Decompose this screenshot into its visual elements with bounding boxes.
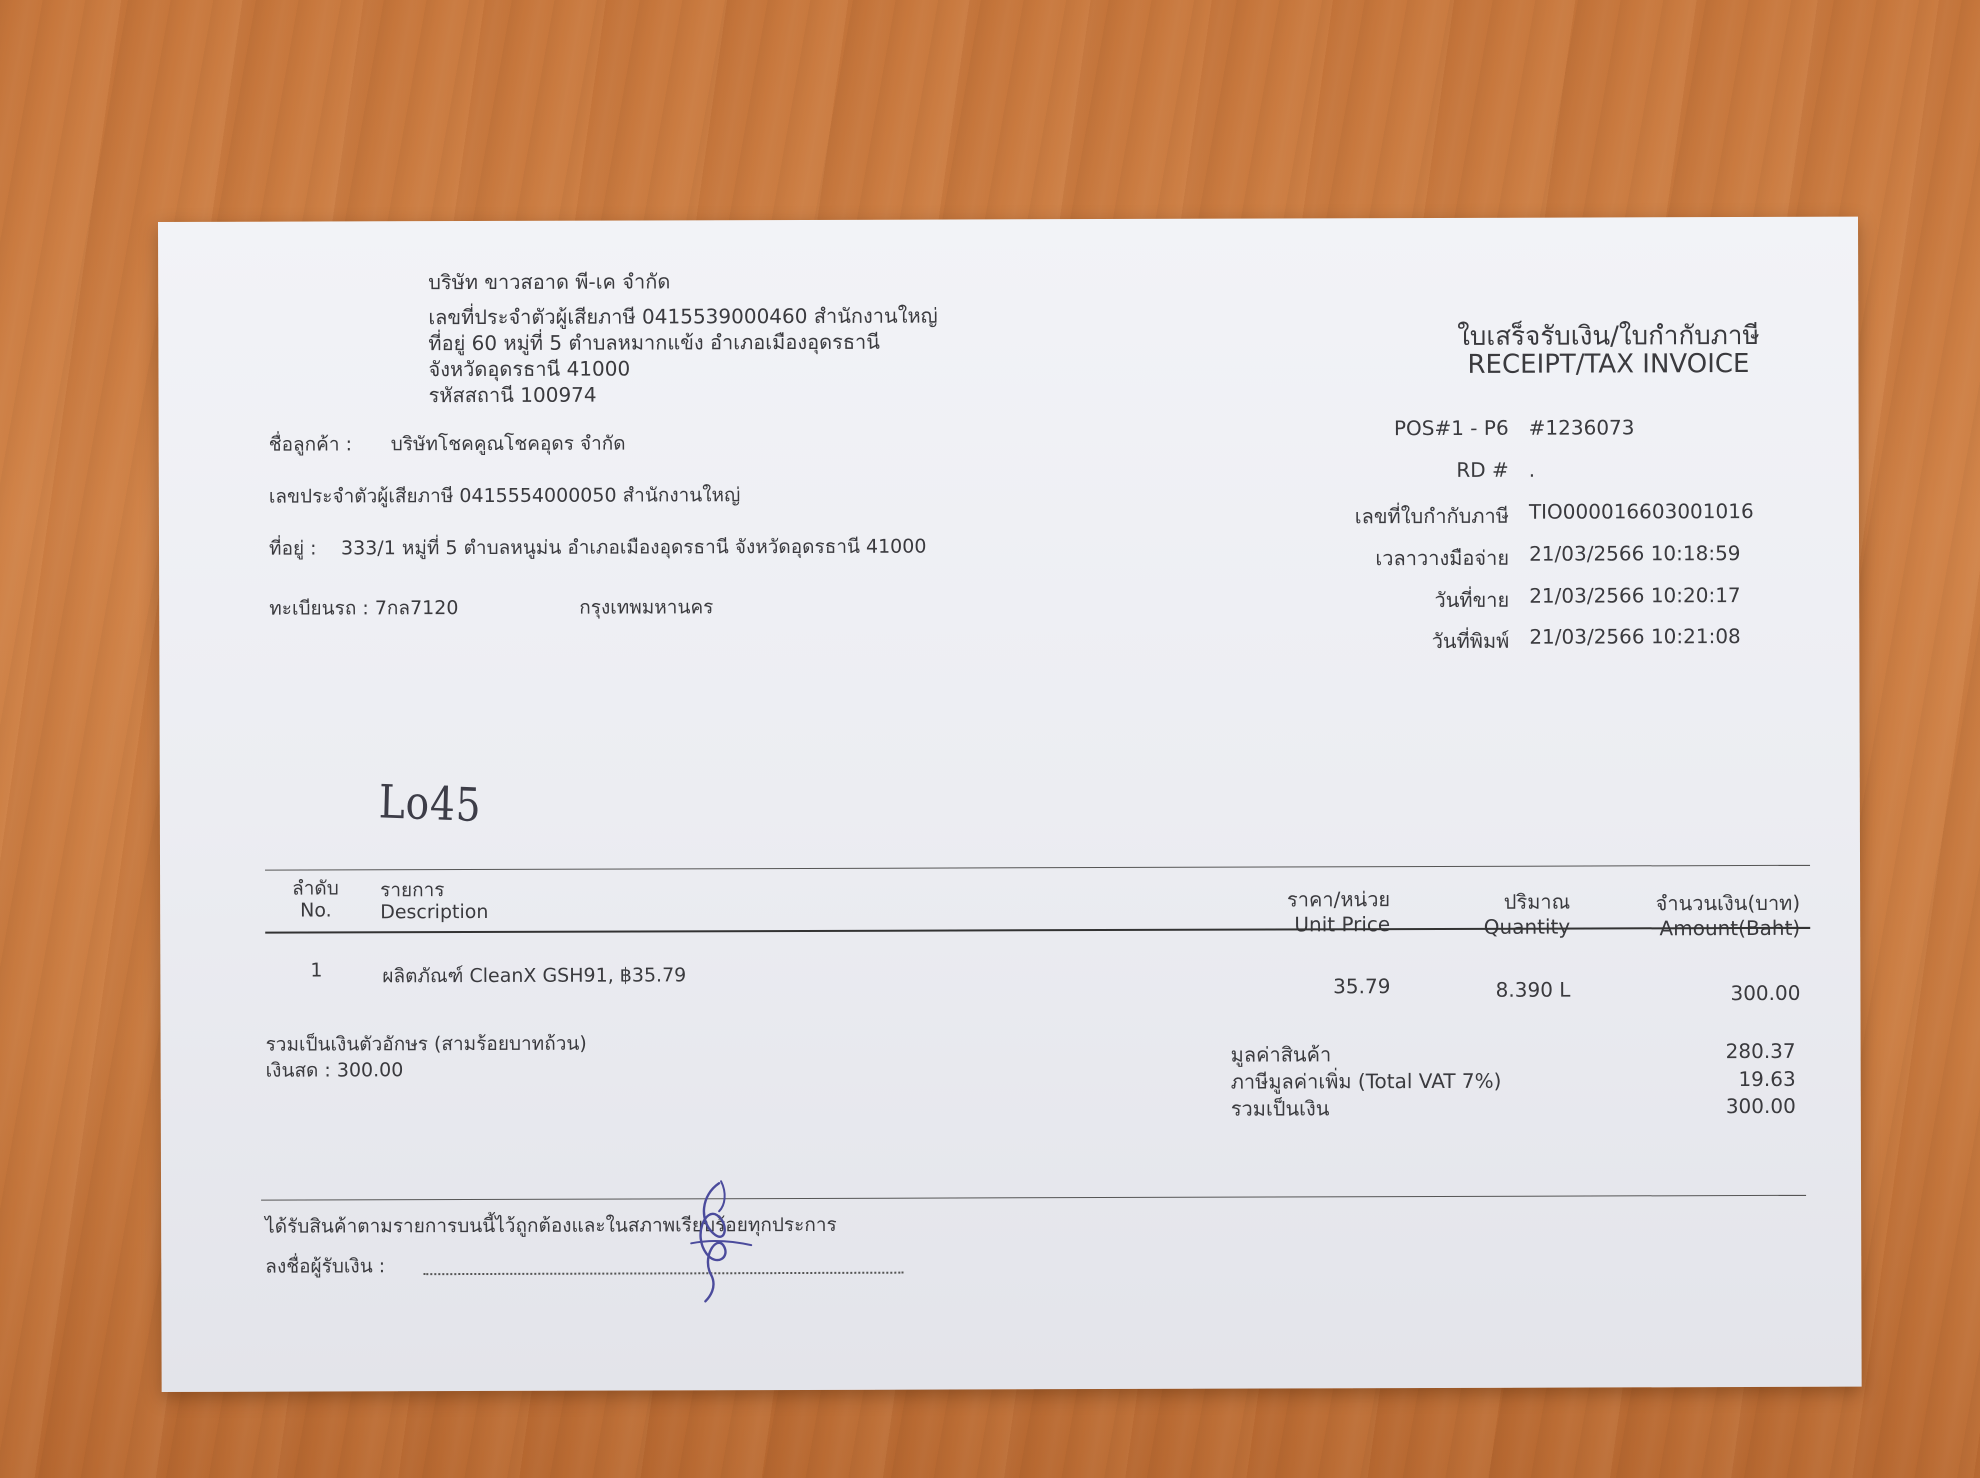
header-no-th: ลำดับ	[292, 877, 339, 900]
header-amount-th: จำนวนเงิน(บาท)	[1655, 890, 1801, 916]
customer-name-label: ชื่อลูกค้า :	[268, 433, 353, 456]
header-no-en: No.	[300, 899, 332, 922]
amount-in-words: รวมเป็นเงินตัวอักษร (สามร้อยบาทถ้วน)	[265, 1032, 587, 1056]
meta-label: เลขที่ใบกำกับภาษี	[1354, 503, 1509, 529]
meta-value: TIO000016603001016	[1528, 498, 1754, 524]
meta-label: เวลาวางมือจ่าย	[1375, 545, 1510, 571]
handwritten-note: Lo45	[378, 774, 483, 833]
header-desc-en: Description	[380, 900, 489, 924]
meta-label: RD #	[1456, 457, 1509, 482]
meta-value: 21/03/2566 10:20:17	[1529, 583, 1741, 608]
signature-scribble	[671, 1175, 761, 1305]
total-value: 19.63	[1738, 1066, 1796, 1092]
meta-value: #1236073	[1528, 415, 1635, 440]
row-unit-price: 35.79	[1333, 974, 1391, 999]
receipt-paper	[158, 217, 1862, 1392]
cash-paid: เงินสด : 300.00	[265, 1059, 404, 1082]
seller-address-line1: ที่อยู่ 60 หมู่ที่ 5 ตำบลหมากแข้ง อำเภอเมืองอุดรธานี	[428, 329, 880, 356]
vehicle-province: กรุงเทพมหานคร	[579, 596, 714, 619]
signature-label: ลงชื่อผู้รับเงิน :	[265, 1255, 386, 1278]
meta-value: 21/03/2566 10:18:59	[1529, 541, 1741, 566]
table-top-rule	[265, 865, 1810, 871]
customer-name-value: บริษัทโชคคูณโชคอุดร จำกัด	[390, 432, 626, 456]
customer-address-value: 333/1 หมู่ที่ 5 ตำบลหนูม่น อำเภอเมืองอุดรธานี จังหวัดอุดรธานี 41000	[340, 535, 927, 560]
total-label: มูลค่าสินค้า	[1230, 1042, 1332, 1067]
header-amount-en: Amount(Baht)	[1659, 915, 1801, 941]
total-value: 280.37	[1725, 1038, 1796, 1064]
header-qty-th: ปริมาณ	[1503, 889, 1571, 914]
doc-title-thai: ใบเสร็จรับเงิน/ใบกำกับภาษี	[1457, 320, 1760, 352]
header-price-en: Unit Price	[1294, 912, 1391, 937]
row-amount: 300.00	[1730, 980, 1801, 1006]
receipt-statement: ได้รับสินค้าตามรายการบนนี้ไว้ถูกต้องและในสภาพเรียบร้อยทุกประการ	[265, 1213, 837, 1238]
header-qty-en: Quantity	[1483, 914, 1571, 939]
signature-line	[423, 1272, 903, 1276]
seller-station-code: รหัสสถานี 100974	[428, 382, 597, 408]
meta-label: วันที่ขาย	[1434, 587, 1510, 612]
meta-label: POS#1 - P6	[1393, 415, 1509, 441]
header-desc-th: รายการ	[380, 879, 445, 902]
total-label: ภาษีมูลค่าเพิ่ม (Total VAT 7%)	[1230, 1068, 1502, 1094]
table-header-rule	[265, 927, 1810, 934]
customer-address-label: ที่อยู่ :	[268, 537, 317, 560]
row-quantity: 8.390 L	[1495, 977, 1571, 1002]
header-price-th: ราคา/หน่วย	[1286, 887, 1391, 912]
seller-address-line2: จังหวัดอุดรธานี 41000	[428, 356, 631, 382]
seller-name: บริษัท ขาวสอาด พี-เค จำกัด	[428, 269, 671, 295]
row-no: 1	[310, 959, 323, 982]
doc-title-english: RECEIPT/TAX INVOICE	[1467, 349, 1750, 380]
customer-tax-id: เลขประจำตัวผู้เสียภาษี 0415554000050 สำนักงานใหญ่	[268, 484, 741, 508]
total-label: รวมเป็นเงิน	[1230, 1096, 1330, 1121]
vehicle-plate: ทะเบียนรถ : 7กล7120	[269, 597, 459, 620]
total-value: 300.00	[1725, 1093, 1796, 1119]
seller-tax-id: เลขที่ประจำตัวผู้เสียภาษี 0415539000460 สำนักงานใหญ่	[428, 303, 938, 330]
meta-value: 21/03/2566 10:21:08	[1529, 624, 1741, 649]
row-description: ผลิตภัณฑ์ CleanX GSH91, ฿35.79	[382, 964, 687, 988]
footer-rule	[261, 1195, 1806, 1201]
meta-label: วันที่พิมพ์	[1431, 628, 1510, 654]
meta-value: .	[1528, 457, 1536, 482]
